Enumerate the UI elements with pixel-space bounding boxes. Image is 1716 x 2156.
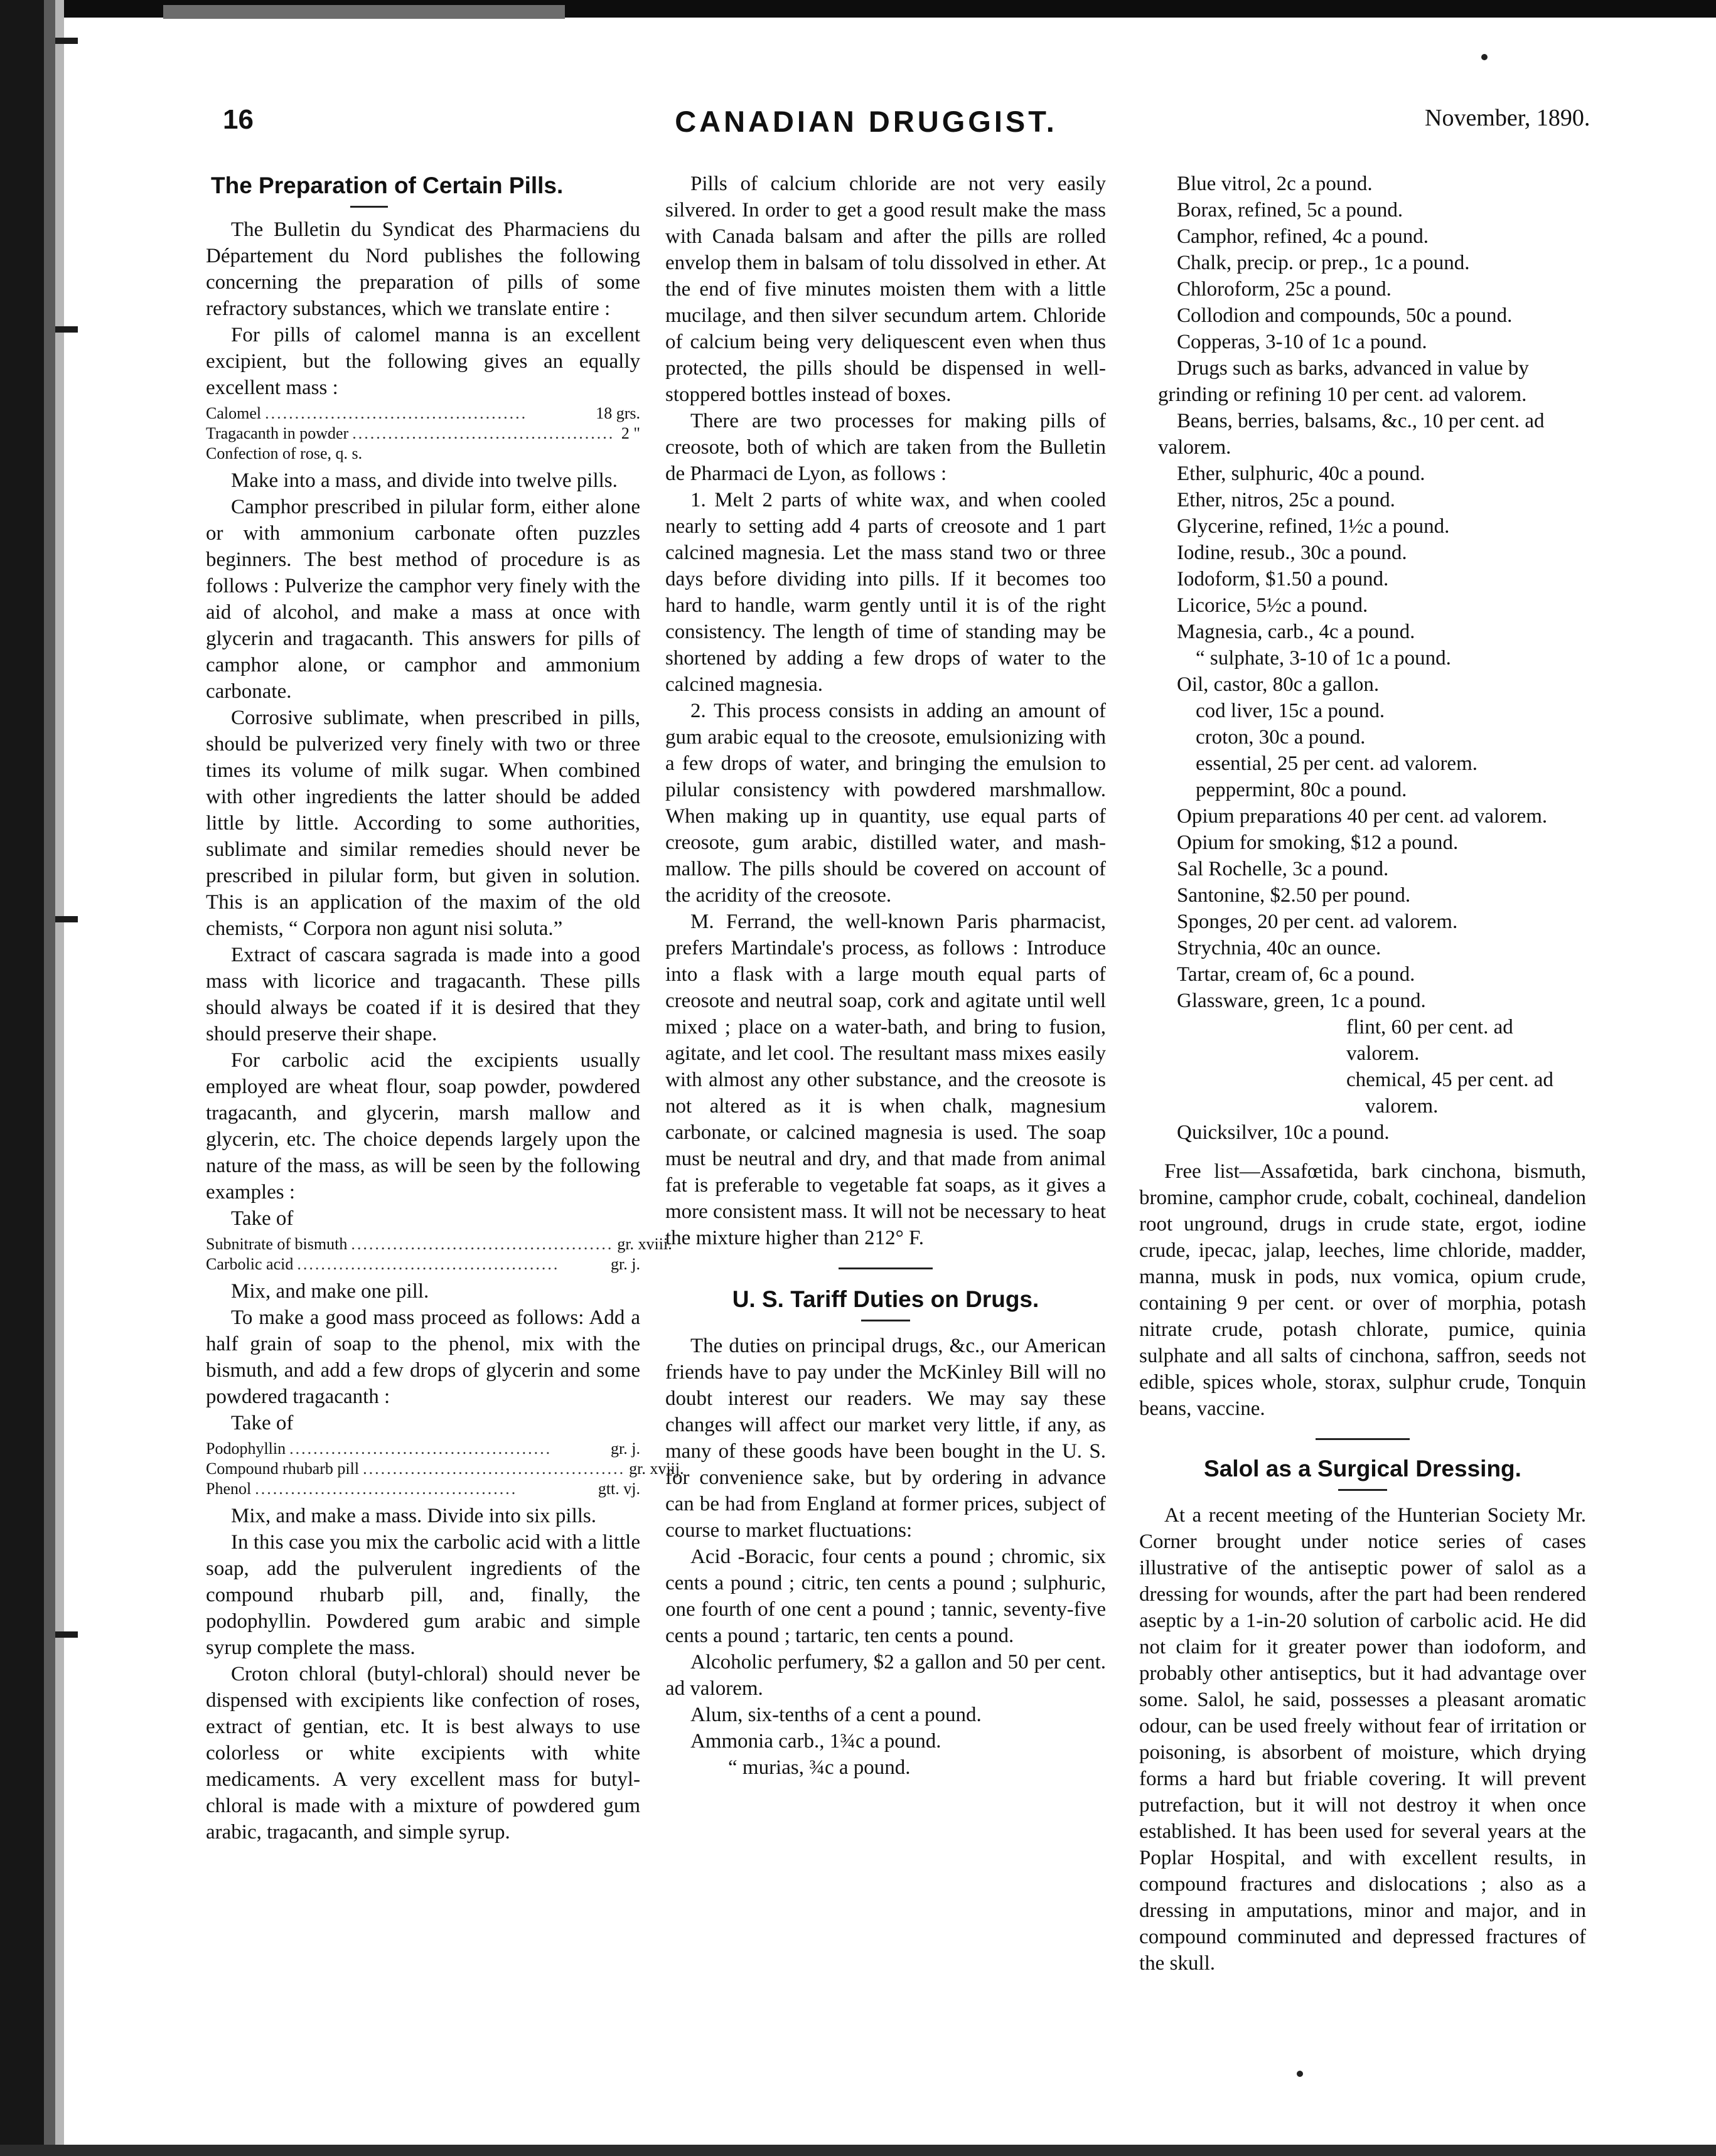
paragraph: Ammonia carb., 1¾c a pound. [690, 1730, 941, 1753]
paragraph: At a recent meeting of the Hunterian Society Mr. Corner brought under notice series of cases illustrative of the antiseptic power of salol as a dressing for wounds, after the part had been rendered aseptic by a 1-in-20 solution of carbolic acid. He did not claim for it greater power than iodoform, and probably other antiseptics, but it had advantage over some. Salol, he said, possesses a pleasant aromatic odour, can be used freely without fear of irritation or poisoning, is absorbent of moisture, which drying forms a hard but friable covering. It will prevent putrefaction, but it will not destroy it when once established. It has been used for several years at the Poplar Hospital, and with excellent results, in compound fractures and dislocations ; also as a dressing in amputations, minor and major, and in compound comminuted and depressed fractures of the skull. [1139, 1504, 1586, 1975]
scan-left-binding [0, 0, 44, 2156]
tariff-line: Glassware, green, 1c a pound. [1177, 990, 1426, 1012]
ingredient-quantity: 2 " [621, 424, 640, 442]
ingredient-quantity: gr. j. [611, 1255, 640, 1273]
ingredient-name: Confection of rose, q. s. [206, 444, 363, 462]
tariff-line: Drugs such as barks, advanced in value by grinding or refining 10 per cent. ad valorem. [1158, 357, 1529, 406]
paragraph: Alum, six-tenths of a cent a pound. [690, 1704, 982, 1726]
paragraph: Acid -Boracic, four cents a pound ; chromic, six cents a pound ; citric, ten cents a pound ; sulphuric, one fourth of one cent a pound ; tannic, seventy-five cents a pound ; tartaric, ten cents a pound. [665, 1545, 1106, 1647]
scan-left-shadow [44, 0, 55, 2156]
column-right [1139, 171, 1586, 1977]
issue-date: November, 1890. [1425, 105, 1590, 131]
tariff-line: Magnesia, carb., 4c a pound. [1177, 621, 1415, 643]
ingredient-name: Subnitrate of bismuth [206, 1235, 348, 1253]
scan-mark [55, 326, 78, 333]
paragraph: Mix, and make one pill. [231, 1280, 429, 1303]
recipe-line: Subnitrate of bismuth ............................................ gr. xviii. [206, 1235, 672, 1253]
tariff-line: essential, 25 per cent. ad valorem. [1196, 752, 1477, 775]
recipe-podophyllin [206, 1439, 684, 1499]
paragraph: Croton chloral (butyl-chloral) should never be dispensed with excipients like confection of roses, extract of gentian, etc. It is best always to use colorless or white excipients with white medicaments. A very excellent mass for butyl-chloral is made with a mixture of powdered gum arabic, tragacanth, and simple syrup. [206, 1663, 640, 1844]
tariff-line: Chloroform, 25c a pound. [1177, 278, 1392, 301]
ingredient-name: Phenol [206, 1480, 252, 1498]
ingredient-name: Podophyllin [206, 1439, 286, 1458]
tariff-line: Collodion and compounds, 50c a pound. [1177, 304, 1513, 327]
scan-mark [55, 38, 78, 44]
tariff-line: Glycerine, refined, 1½c a pound. [1177, 515, 1450, 538]
ingredient-name: Compound rhubarb pill [206, 1460, 360, 1478]
tariff-line: Opium preparations 40 per cent. ad valorem. [1177, 805, 1548, 828]
tariff-line: Camphor, refined, 4c a pound. [1177, 225, 1429, 248]
paragraph: Extract of cascara sagrada is made into a good mass with licorice and tragacanth. These pills should always be coated if it is desired that they should preserve their shape. [206, 944, 640, 1045]
scan-left-fade [55, 0, 64, 2156]
tariff-line: Tartar, cream of, 6c a pound. [1177, 963, 1415, 986]
paragraph: Mix, and make a mass. Divide into six pills. [231, 1505, 597, 1527]
tariff-list [1139, 171, 1586, 1146]
tariff-line: Sal Rochelle, 3c a pound. [1177, 858, 1389, 880]
ingredient-name: Tragacanth in powder [206, 424, 349, 442]
tariff-line: cod liver, 15c a pound. [1196, 700, 1385, 722]
section-rule [1316, 1438, 1410, 1440]
tariff-line: Copperas, 3-10 of 1c a pound. [1177, 331, 1427, 353]
tariff-line: Opium for smoking, $12 a pound. [1177, 831, 1459, 854]
tariff-line: valorem. [1365, 1095, 1439, 1118]
publication-title: CANADIAN DRUGGIST. [675, 105, 1058, 138]
tariff-line: Ether, sulphuric, 40c a pound. [1177, 462, 1425, 485]
tariff-line: Iodoform, $1.50 a pound. [1177, 568, 1389, 590]
tariff-line: Beans, berries, balsams, &c., 10 per cent. ad valorem. [1158, 410, 1545, 459]
tariff-line: Santonine, $2.50 per pound. [1177, 884, 1411, 907]
scan-mark [55, 1631, 78, 1638]
scan-bottom-edge [0, 2145, 1716, 2156]
paragraph: M. Ferrand, the well-known Paris pharmacist, prefers Martindale's process, as follows : Introduce into a flask with a large mouth equal parts of creosote and neutral soap, cork and agitate until well mixed ; place on a water-bath, and bring to fusion, agitate, and let cool. The resultant mass mixes easily with almost any other substance, and the creosote is not altered as it is when chalk, magnesium carbonate, or calcined magnesia is used. The soap must be neutral and dry, and that made from animal fat is preferable to vegetable fat soaps, as it gives a more consistent mass. It will not be necessary to heat the mixture higher than 212° F. [665, 910, 1106, 1249]
tariff-line: Iodine, resub., 30c a pound. [1177, 542, 1407, 564]
recipe-line: Carbolic acid ............................................ gr. j. [206, 1255, 640, 1273]
ingredient-name: Carbolic acid [206, 1255, 294, 1273]
heading-rule [350, 206, 388, 208]
heading-rule [1338, 1489, 1387, 1491]
paragraph: Pills of calcium chloride are not very easily silvered. In order to get a good result make the mass with Canada balsam and after the pills are rolled envelop them in balsam of tolu dissolved in ether. At the end of five minutes moisten them with a little mucilage, and then silver secundum artem. Chloride of calcium being very deliquescent even when thus protected, the pills should be dispensed in well-stoppered bottles instead of boxes. [665, 173, 1106, 406]
paragraph: There are two processes for making pills of creosote, both of which are taken from the Bulletin de Pharmaci de Lyon, as follows : [665, 410, 1106, 485]
ingredient-quantity: gr. j. [611, 1439, 640, 1458]
recipe-line: Compound rhubarb pill ............................................ gr. xviij. [206, 1460, 684, 1478]
paragraph: For pills of calomel manna is an excellent excipient, but the following gives an equally excellent mass : [206, 324, 640, 399]
column-left [206, 171, 684, 1845]
tariff-line: Borax, refined, 5c a pound. [1177, 199, 1403, 221]
section-rule [839, 1267, 933, 1269]
tariff-line: croton, 30c a pound. [1196, 726, 1366, 749]
article-heading: Salol as a Surgical Dressing. [1204, 1456, 1521, 1481]
recipe-calomel [206, 403, 640, 464]
paragraph: To make a good mass proceed as follows: Add a half grain of soap to the phenol, mix with the bismuth, and add a few drops of glycerin and some powdered tragacanth : [206, 1306, 640, 1408]
article-heading: U. S. Tariff Duties on Drugs. [732, 1286, 1039, 1312]
tariff-line: Oil, castor, 80c a gallon. [1177, 673, 1380, 696]
ingredient-quantity: gtt. vj. [598, 1480, 640, 1498]
paragraph: Take of [231, 1207, 294, 1230]
paragraph: 1. Melt 2 parts of white wax, and when cooled nearly to setting add 4 parts of creosote and 1 part calcined magnesia. Let the mass stand two or three days before dividing into pills. If it becomes too hard to handle, warm gently until it is of the right consistency. The length of time of standing may be shortened by adding a few drops of water to the calcined magnesia. [665, 489, 1106, 696]
tariff-line: Quicksilver, 10c a pound. [1177, 1121, 1390, 1144]
paragraph: 2. This process consists in adding an amount of gum arabic equal to the creosote, emulsionizing with a few drops of water, and bringing the emulsion to pilular consistency with powdered marshmallow. When making up in quantity, use equal parts of creosote, gum arabic, distilled water, and mash-mallow. The pills should be covered on account of the acridity of the creosote. [665, 700, 1106, 907]
scan-speck [1481, 54, 1488, 60]
tariff-line: Strychnia, 40c an ounce. [1177, 937, 1381, 959]
scan-mark [55, 916, 78, 922]
tariff-line: Ether, nitros, 25c a pound. [1177, 489, 1395, 511]
ingredient-quantity: 18 grs. [596, 404, 640, 422]
recipe-line: Tragacanth in powder ............................................ 2 " [206, 424, 640, 442]
recipe-line: Podophyllin ............................................ gr. j. [206, 1439, 640, 1458]
paragraph: The Bulletin du Syndicat des Pharmaciens du Département du Nord publishes the following concerning the preparation of pills of some refractory substances, which we translate entire : [206, 218, 640, 320]
tariff-line: Chalk, precip. or prep., 1c a pound. [1177, 252, 1470, 274]
ingredient-quantity: gr. xviii. [617, 1235, 672, 1253]
heading-rule [861, 1320, 910, 1321]
paragraph: For carbolic acid the excipients usually employed are wheat flour, soap powder, powdered tragacanth, and glycerin, marsh mallow and glycerin, etc. The choice depends largely upon the nature of the mass, as will be seen by the following examples : [206, 1049, 640, 1203]
paragraph: Alcoholic perfumery, $2 a gallon and 50 per cent. ad valorem. [665, 1651, 1106, 1700]
recipe-bismuth [206, 1234, 672, 1274]
paragraph: Make into a mass, and divide into twelve pills. [231, 469, 618, 492]
scan-speck [1297, 2071, 1303, 2077]
article-heading: The Preparation of Certain Pills. [211, 173, 564, 198]
paragraph: Camphor prescribed in pilular form, either alone or with ammonium carbonate often puzzles beginners. The best method of procedure is as follows : Pulverize the camphor very finely with the aid of alcohol, and make a mass at once with glycerin and tragacanth. This answers for pills of camphor alone, or camphor and ammonium carbonate. [206, 496, 640, 703]
ingredient-name: Calomel [206, 404, 262, 422]
paragraph: “ murias, ¾c a pound. [728, 1756, 911, 1779]
free-list-paragraph: Free list—Assafœtida, bark cinchona, bismuth, bromine, camphor crude, cobalt, cochineal, dandelion root unground, drugs in crude state, ergot, iodine crude, ipecac, jalap, leeches, lime chloride, madder, manna, musk in pods, nux vomica, opium crude, containing 9 per cent. or over of morphia, potash nitrate crude, potash chlorate, pumice, quinia sulphate and all salts of cinchona, saffron, seeds not edible, spices whole, storax, sulphur crude, Tonquin beans, vaccine. [1139, 1160, 1586, 1420]
tariff-line: chemical, 45 per cent. ad [1346, 1069, 1553, 1091]
tariff-line: “ sulphate, 3-10 of 1c a pound. [1196, 647, 1451, 670]
recipe-line: Calomel ............................................ 18 grs. [206, 404, 640, 422]
tariff-line: Sponges, 20 per cent. ad valorem. [1177, 910, 1458, 933]
paragraph: The duties on principal drugs, &c., our American friends have to pay under the McKinley Bill will no doubt interest our readers. We may say these changes will affect our market very little, if any, as many of these goods have been bought in the U. S. for convenience sake, but by ordering in advance can be had from England at former prices, subject of course to market fluctuations: [665, 1335, 1106, 1542]
recipe-line: Phenol ............................................ gtt. vj. [206, 1480, 640, 1498]
recipe-line [206, 444, 640, 464]
tariff-line: flint, 60 per cent. ad valorem. [1346, 1016, 1513, 1065]
tariff-line: Licorice, 5½c a pound. [1177, 594, 1368, 617]
ingredient-quantity: gr. xviij. [629, 1460, 684, 1478]
paragraph: In this case you mix the carbolic acid with a little soap, add the pulverulent ingredients of the compound rhubarb pill, and, finally, the podophyllin. Powdered gum arabic and simple syrup complete the mass. [206, 1531, 640, 1659]
paragraph: Take of [231, 1412, 294, 1434]
column-middle [665, 171, 1106, 1781]
tariff-line: peppermint, 80c a pound. [1196, 779, 1407, 801]
tariff-line: Blue vitrol, 2c a pound. [1177, 173, 1373, 195]
scan-top-smudge [163, 5, 565, 19]
page-number: 16 [223, 104, 254, 135]
paragraph: Corrosive sublimate, when prescribed in pills, should be pulverized very finely with two or three times its volume of milk sugar. When combined with other ingredients the latter should be added little by little. According to some authorities, sublimate and similar remedies should never be prescribed in pilular form, but given in solution. This is an application of the maxim of the old chemists, “ Corpora non agunt nisi soluta.” [206, 707, 640, 940]
